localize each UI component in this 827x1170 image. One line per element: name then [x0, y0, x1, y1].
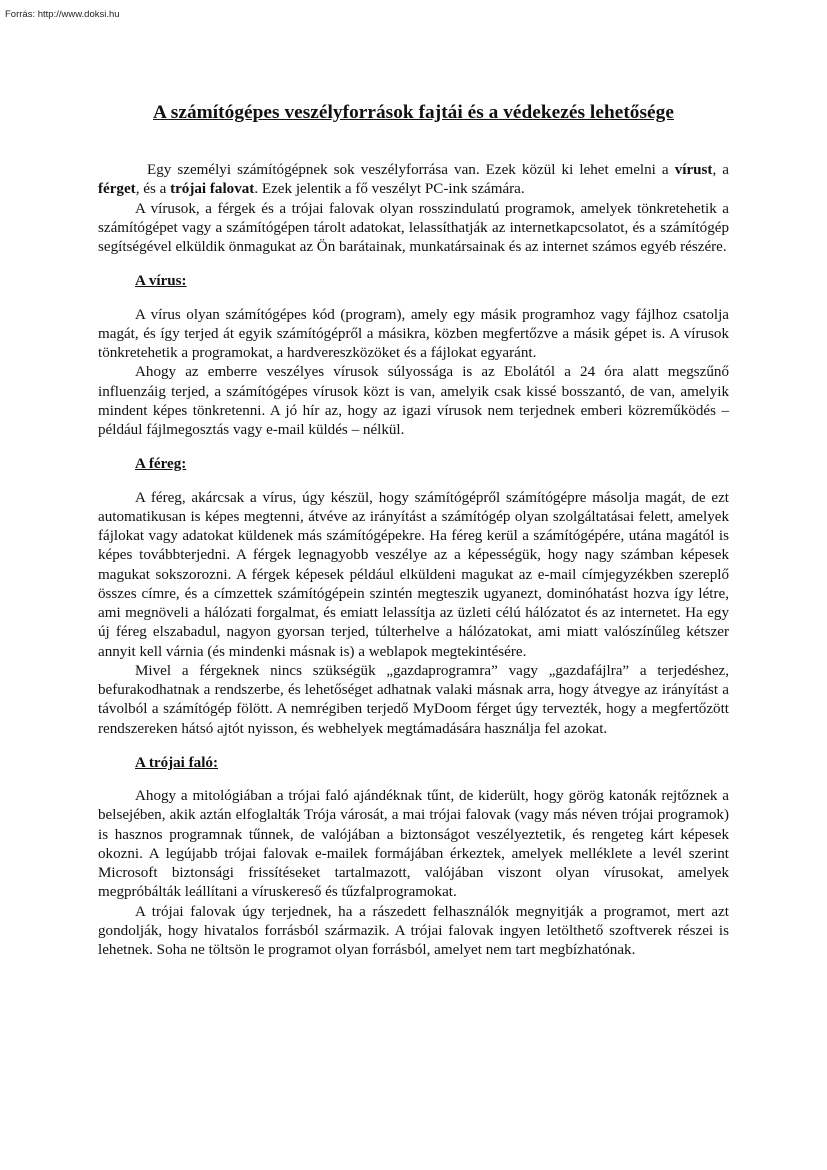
- worm-paragraph-1: A féreg, akárcsak a vírus, úgy készül, hogy számítógépről számítógépre másolja magát, de ezt automatikusan is képes megtenni, átvéve az irányítást a számítógép olyan szolgáltatásai felett, amelyek fájlokat vagy adatokat küldenek más számítógépekre. Ha féreg kerül a számítógépére, utána magától is képes továbbterjedni. A férgek legnagyobb veszélye az a képességük, hogy nagy számban képesek magukat sokszorozni. A férgek képesek például elküldeni magukat az e-mail címjegyzékben szereplő összes címre, és a címzettek számítógépein szintén megteszik ugyanezt, dominóhatást hozva így létre, ami megnöveli a hálózati forgalmat, és emiatt lelassítja az üzleti célú hálózatot és az internetet. Ha egy új féreg elszabadul, nagyon gyorsan terjed, túlterhelve a hálózatokat, ami miatt valószínűleg kétszer annyit kell várnia (és mindenki másnak is) a weblapok megtekintésére.: [98, 489, 729, 660]
- intro-text-1: Egy személyi számítógépnek sok veszélyforrása van. Ezek közül ki lehet emelni a: [147, 162, 675, 178]
- trojan-paragraph-2: A trójai falovak úgy terjednek, ha a rászedett felhasználók megnyitják a programot, mert azt gondolják, hogy hivatalos forrásból származik. A trójai falovak ingyen letölthető szoftverek részei is lehetnek. Soha ne töltsön le programot olyan forrásból, amelyet nem tart megbízhatónak.: [98, 903, 729, 958]
- intro-text-3: , és a: [135, 181, 171, 198]
- intro-text-4: . Ezek jelentik a fő veszélyt PC-ink számára.: [254, 181, 525, 198]
- keyword-worm: férget: [98, 181, 136, 198]
- document-body: [98, 161, 729, 960]
- intro-paragraph-2: A vírusok, a férgek és a trójai falovak olyan rosszindulatú programok, amelyek tönkretehetik a számítógépet vagy a számítógépen tárolt adatokat, lelassíthatják az internetkapcsolatot, és a számítógép segítségével elküldik önmagukat az Ön barátainak, munkatársainak és az internet számos egyéb részére.: [98, 200, 729, 255]
- section-heading-trojan: A trójai faló:: [135, 754, 218, 771]
- keyword-virus: vírust: [674, 162, 713, 178]
- virus-paragraph-2: Ahogy az emberre veszélyes vírusok súlyossága is az Ebolától a 24 óra alatt megszűnő influenzáig terjed, a számítógépes vírusok közt is van, amelyik csak kissé bosszantó, de van, amelyik mindent képes tönkretenni. A jó hír az, hogy az igazi vírusok nem terjednek emberi közreműködés – például fájlmegosztás vagy e-mail küldés – nélkül.: [98, 364, 729, 438]
- section-heading-worm: A féreg:: [135, 456, 187, 473]
- document-title: A számítógépes veszélyforrások fajtái és a védekezés lehetősége: [153, 102, 674, 123]
- intro-text-2: , a: [712, 162, 729, 178]
- keyword-trojan: trójai falovat: [170, 181, 255, 198]
- section-heading-virus: A vírus:: [135, 273, 187, 290]
- worm-paragraph-2: Mivel a férgeknek nincs szükségük „gazdaprogramra” vagy „gazdafájlra” a terjedéshez, befurakodhatnak a rendszerbe, és lehetőséget adhatnak valaki másnak arra, hogy átvegye az irányítást a távolból a számítógép fölött. A nemrégiben terjedő MyDoom férget úgy tervezték, hogy a megfertőzött rendszereken hátsó ajtót nyisson, és webhelyek megtámadására használja fel azokat.: [98, 662, 729, 737]
- virus-paragraph-1: A vírus olyan számítógépes kód (program), amely egy másik programhoz vagy fájlhoz csatolja magát, és így terjed át egyik számítógépről a másikra, közben megfertőzve a másik gépet is. A vírusok tönkretehetik a programokat, a hardvereszközöket és a fájlokat egyaránt.: [98, 306, 729, 361]
- intro-paragraph-1: [98, 161, 729, 200]
- trojan-paragraph-1: Ahogy a mitológiában a trójai faló ajándéknak tűnt, de kiderült, hogy görög katonák rejtőznek a belsejében, akik aztán elfoglalták Trója városát, a mai trójai falovak (vagy más néven trójai programok) is hasznos programnak tűnnek, de valójában a biztonságot veszélyeztetik, és rengeteg kárt képesek okozni. A legújabb trójai falovak e-mailek formájában érkeztek, amelyek melléklete a levél szerint Microsoft biztonsági frissítéseket tartalmazott, valójában viszont olyan vírusokat, amelyek megpróbálták leállítani a víruskereső és tűzfalprogramokat.: [98, 788, 729, 901]
- document-page: [98, 100, 729, 960]
- source-line: Forrás: http://www.doksi.hu: [5, 9, 120, 20]
